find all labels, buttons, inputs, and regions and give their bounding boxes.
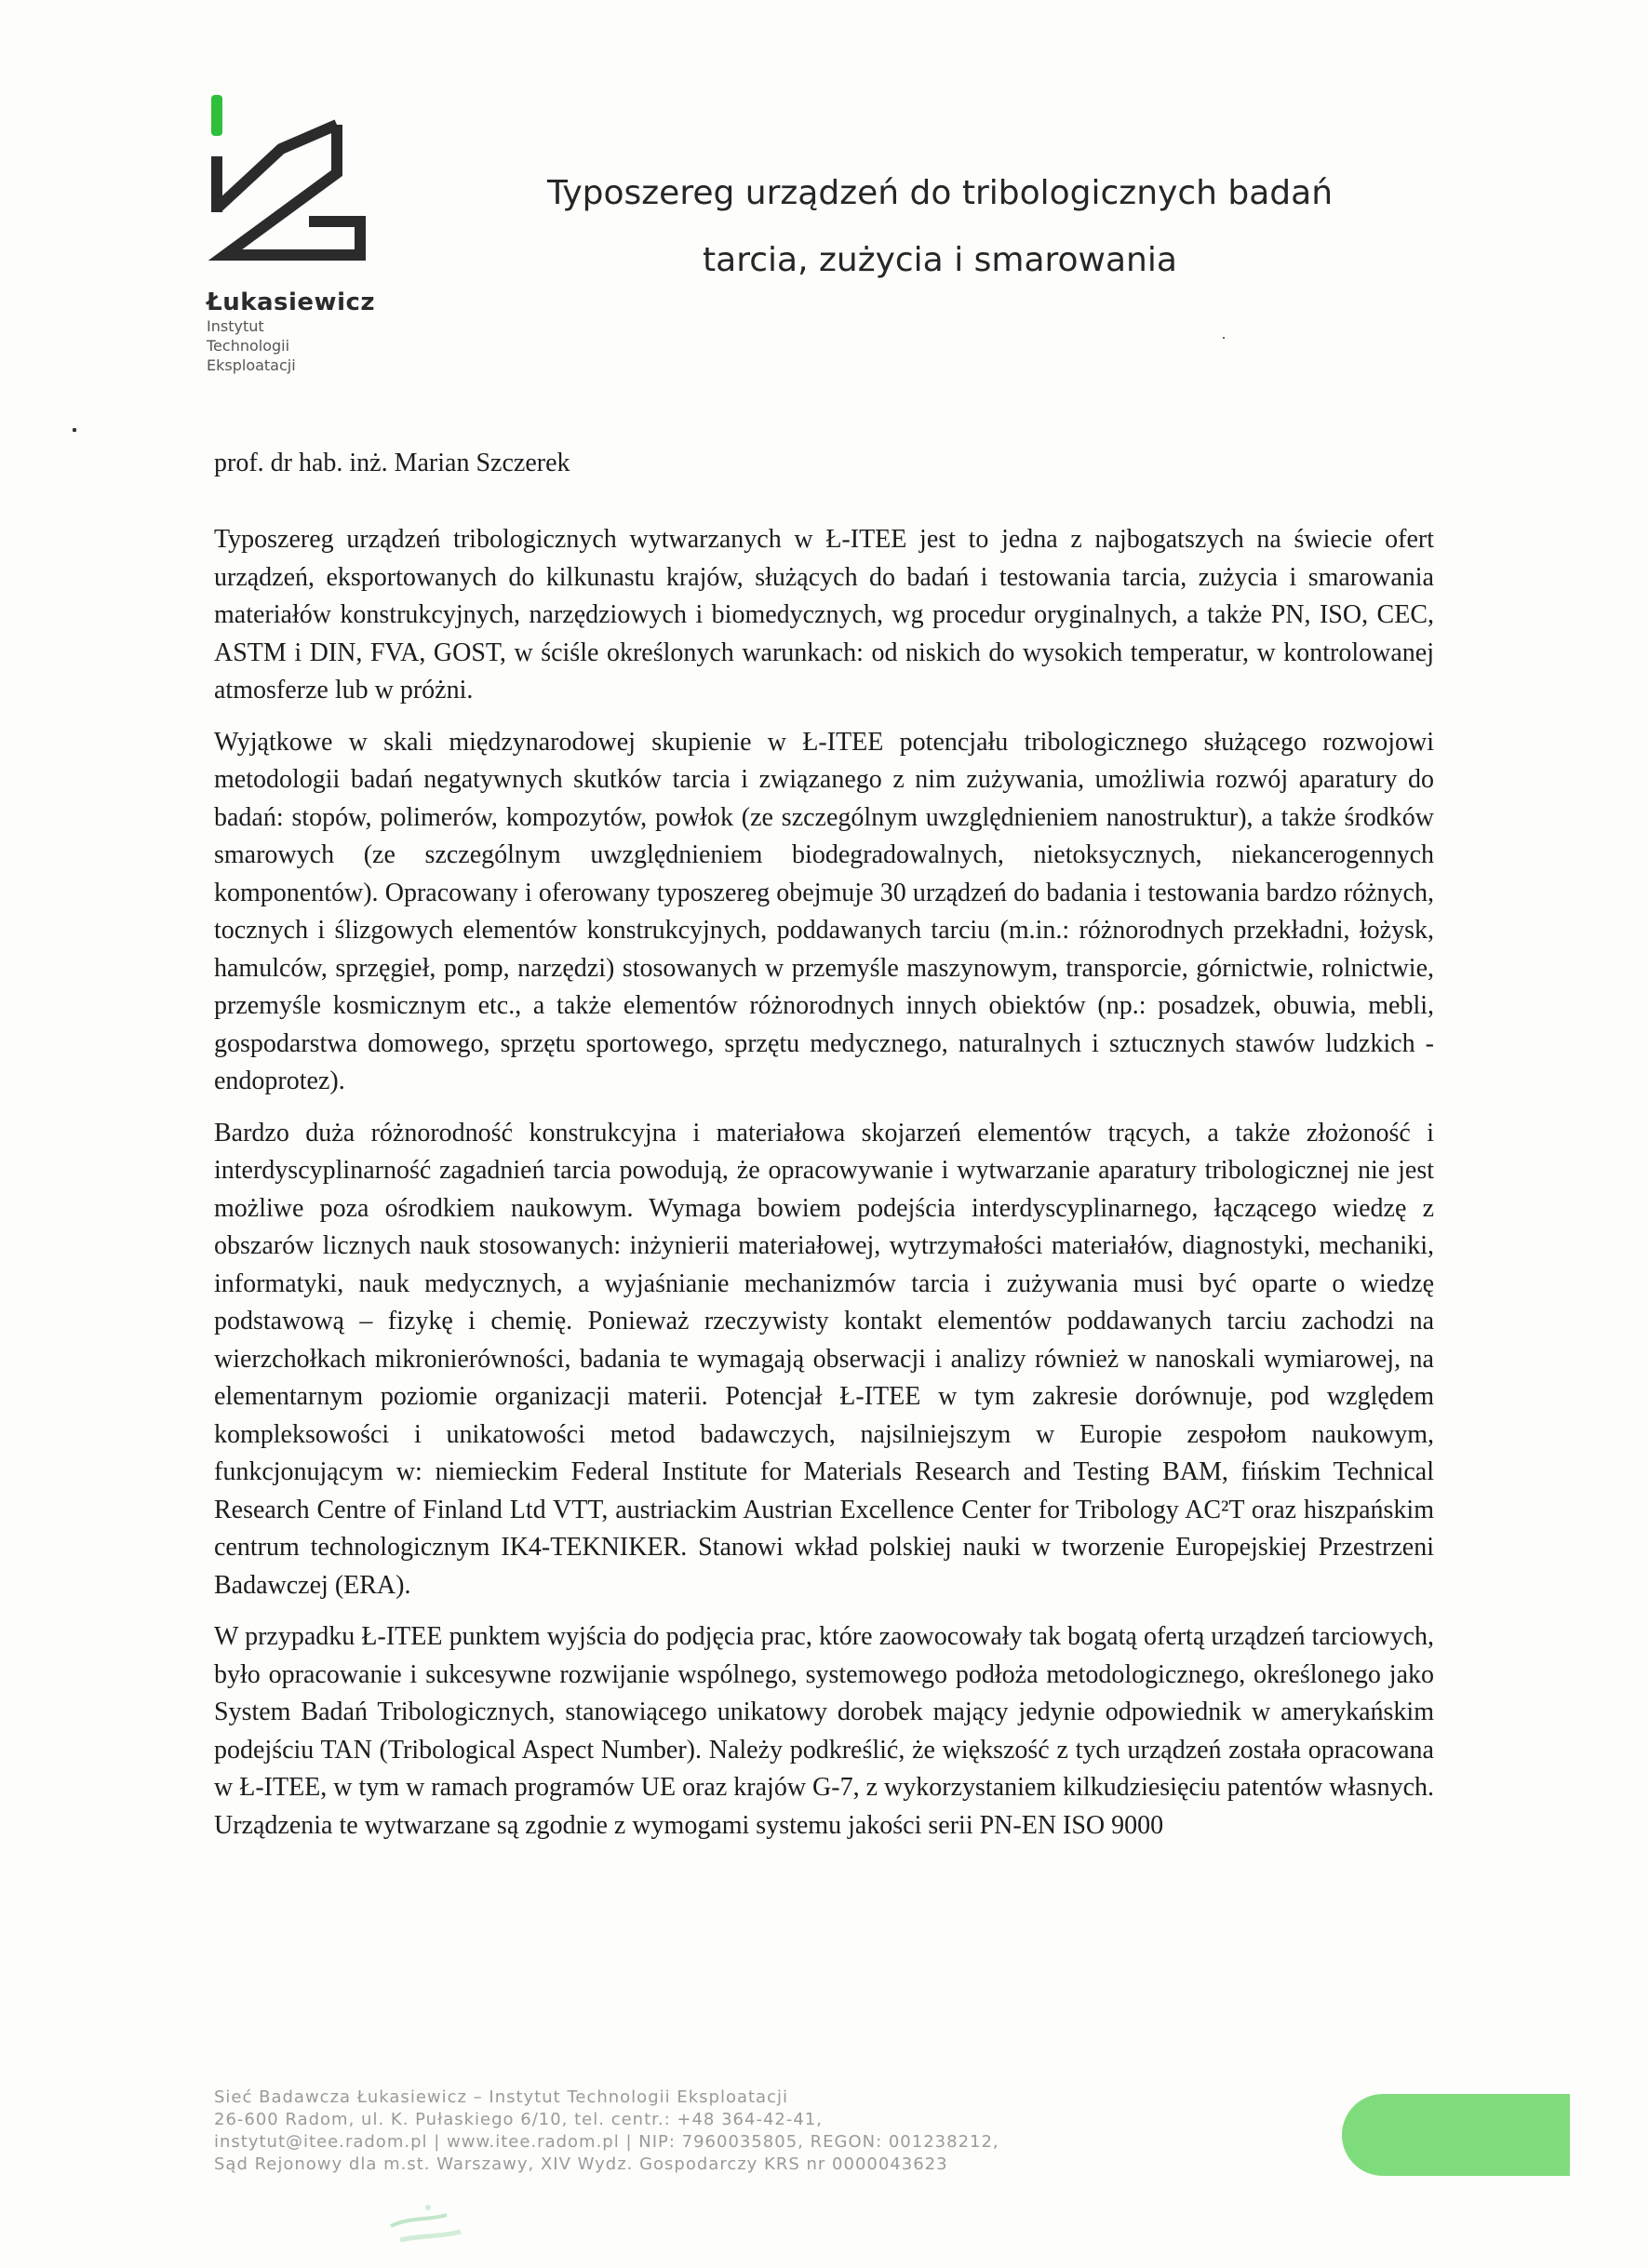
logo-subtitle-line-2: Technologii: [207, 337, 290, 355]
scan-speck: [73, 428, 76, 432]
footer-line-1: Sieć Badawcza Łukasiewicz – Instytut Technologii Eksploatacji: [214, 2087, 788, 2107]
paragraph-2: Wyjątkowe w skali międzynarodowej skupienie w Ł-ITEE potencjału tribologicznego służącego rozwojowi metodologii badań negatywnych skutków tarcia i związanego z nim zużywania, umożliwia rozwój aparatury do badań: stopów, polimerów, kompozytów, powłok (ze szczególnym uwzględnieniem nanostruktur), a także środków smarowych (ze szczególnym uwzględnieniem biodegradowalnych, nietoksycznych, niekancerogennych komponentów). Opracowany i oferowany typoszereg obejmuje 30 urządzeń do badania i testowania bardzo różnych, tocznych i ślizgowych elementów konstrukcyjnych, poddawanych tarciu (m.in.: różnorodnych przekładni, łożysk, hamulców, sprzęgieł, pomp, narzędzi) stosowanych w przemyśle maszynowym, transporcie, górnictwie, rolnictwie, przemyśle kosmicznym etc., a także elementów różnorodnych innych obiektów (np.: posadzek, obuwia, mebli, gospodarstwa domowego, sprzętu sportowego, sprzętu medycznego, naturalnych i sztucznych stawów ludzkich - endoprotez).: [214, 727, 1434, 1095]
logo-subtitle-line-3: Eksploatacji: [207, 356, 296, 374]
author: prof. dr hab. inż. Marian Szczerek: [214, 449, 570, 477]
title-line-1: Typoszereg urządzeń do tribologicznych badań: [546, 174, 1334, 212]
document-title: [428, 160, 1452, 294]
logo: [207, 91, 383, 375]
logo-name: Łukasiewicz: [207, 289, 376, 316]
footer-green-tab: [1342, 2094, 1570, 2176]
logo-subtitle-line-1: Instytut: [207, 317, 264, 335]
paragraph-3: Bardzo duża różnorodność konstrukcyjna i materiałowa skojarzeń elementów trących, a także złożoność i interdyscyplinarność zagadnień tarcia powodują, że opracowywanie i wytwarzanie aparatury tribologicznej nie jest możliwe poza ośrodkiem naukowym. Wymaga bowiem podejścia interdyscyplinarnego, łączącego wiedzę z obszarów licznych nauk stosowanych: inżynierii materiałowej, wytrzymałości materiałów, diagnostyki, mechaniki, informatyki, nauk medycznych, a wyjaśnianie mechanizmów tarcia i zużywania musi być oparte o wiedzę podstawową – fizykę i chemię. Ponieważ rzeczywisty kontakt elementów poddawanych tarciu zachodzi na wierzchołkach mikronierówności, badania te wymagają obserwacji i analizy również w nanoskali wymiarowej, na elementarnym poziomie organizacji materii. Potencjał Ł-ITEE w tym zakresie dorównuje, pod względem kompleksowości i unikatowości metod badawczych, najsilniejszym w Europie zespołom naukowym, funkcjonującym w: niemieckim Federal Institute for Materials Research and Testing BAM, fińskim Technical Research Centre of Finland Ltd VTT, austriackim Austrian Excellence Center for Tribology AC²T oraz hiszpańskim centrum technologicznym IK4-TEKNIKER. Stanowi wkład polskiej nauki w tworzenie Europejskiej Przestrzeni Badawczej (ERA).: [214, 1118, 1434, 1600]
document-body: [214, 521, 1434, 1859]
title-line-2: tarcia, zużycia i smarowania: [703, 241, 1177, 279]
scan-speck: [1223, 337, 1225, 339]
footer-line-2: 26-600 Radom, ul. K. Pułaskiego 6/10, tel. centr.: +48 364-42-41,: [214, 2110, 823, 2129]
lukasiewicz-logo-icon: [207, 91, 374, 287]
paragraph-4: W przypadku Ł-ITEE punktem wyjścia do podjęcia prac, które zaowocowały tak bogatą ofertą urządzeń tarciowych, było opracowanie i sukcesywne rozwijanie wspólnego, systemowego podłoża metodologicznego, określonego jako System Badań Tribologicznych, stanowiącego unikatowy dorobek mający jedynie odpowiednik w amerykańskim podejściu TAN (Tribological Aspect Number). Należy podkreślić, że większość z tych urządzeń została opracowana w Ł-ITEE, w tym w ramach programów UE oraz krajów G-7, z wykorzystaniem kilkudziesięciu patentów własnych. Urządzenia te wytwarzane są zgodnie z wymogami systemu jakości serii PN-EN ISO 9000: [214, 1622, 1434, 1840]
paragraph-1: Typoszereg urządzeń tribologicznych wytwarzanych w Ł-ITEE jest to jedna z najbogatszych na świecie ofert urządzeń, eksportowanych do kilkunastu krajów, służących do badań i testowania tarcia, zużycia i smarowania materiałów konstrukcyjnych, narzędziowych i biomedycznych, wg procedur oryginalnych, a także PN, ISO, CEC, ASTM i DIN, FVA, GOST, w ściśle określonych warunkach: od niskich do wysokich temperatur, w kontrolowanej atmosferze lub w próżni.: [214, 525, 1434, 705]
footer-line-4: Sąd Rejonowy dla m.st. Warszawy, XIV Wydz. Gospodarczy KRS nr 0000043623: [214, 2154, 948, 2174]
stamp-mark-icon: [372, 2189, 512, 2254]
footer: [214, 2087, 1145, 2176]
footer-line-3: instytut@itee.radom.pl | www.itee.radom.pl | NIP: 7960035805, REGON: 001238212,: [214, 2132, 999, 2152]
